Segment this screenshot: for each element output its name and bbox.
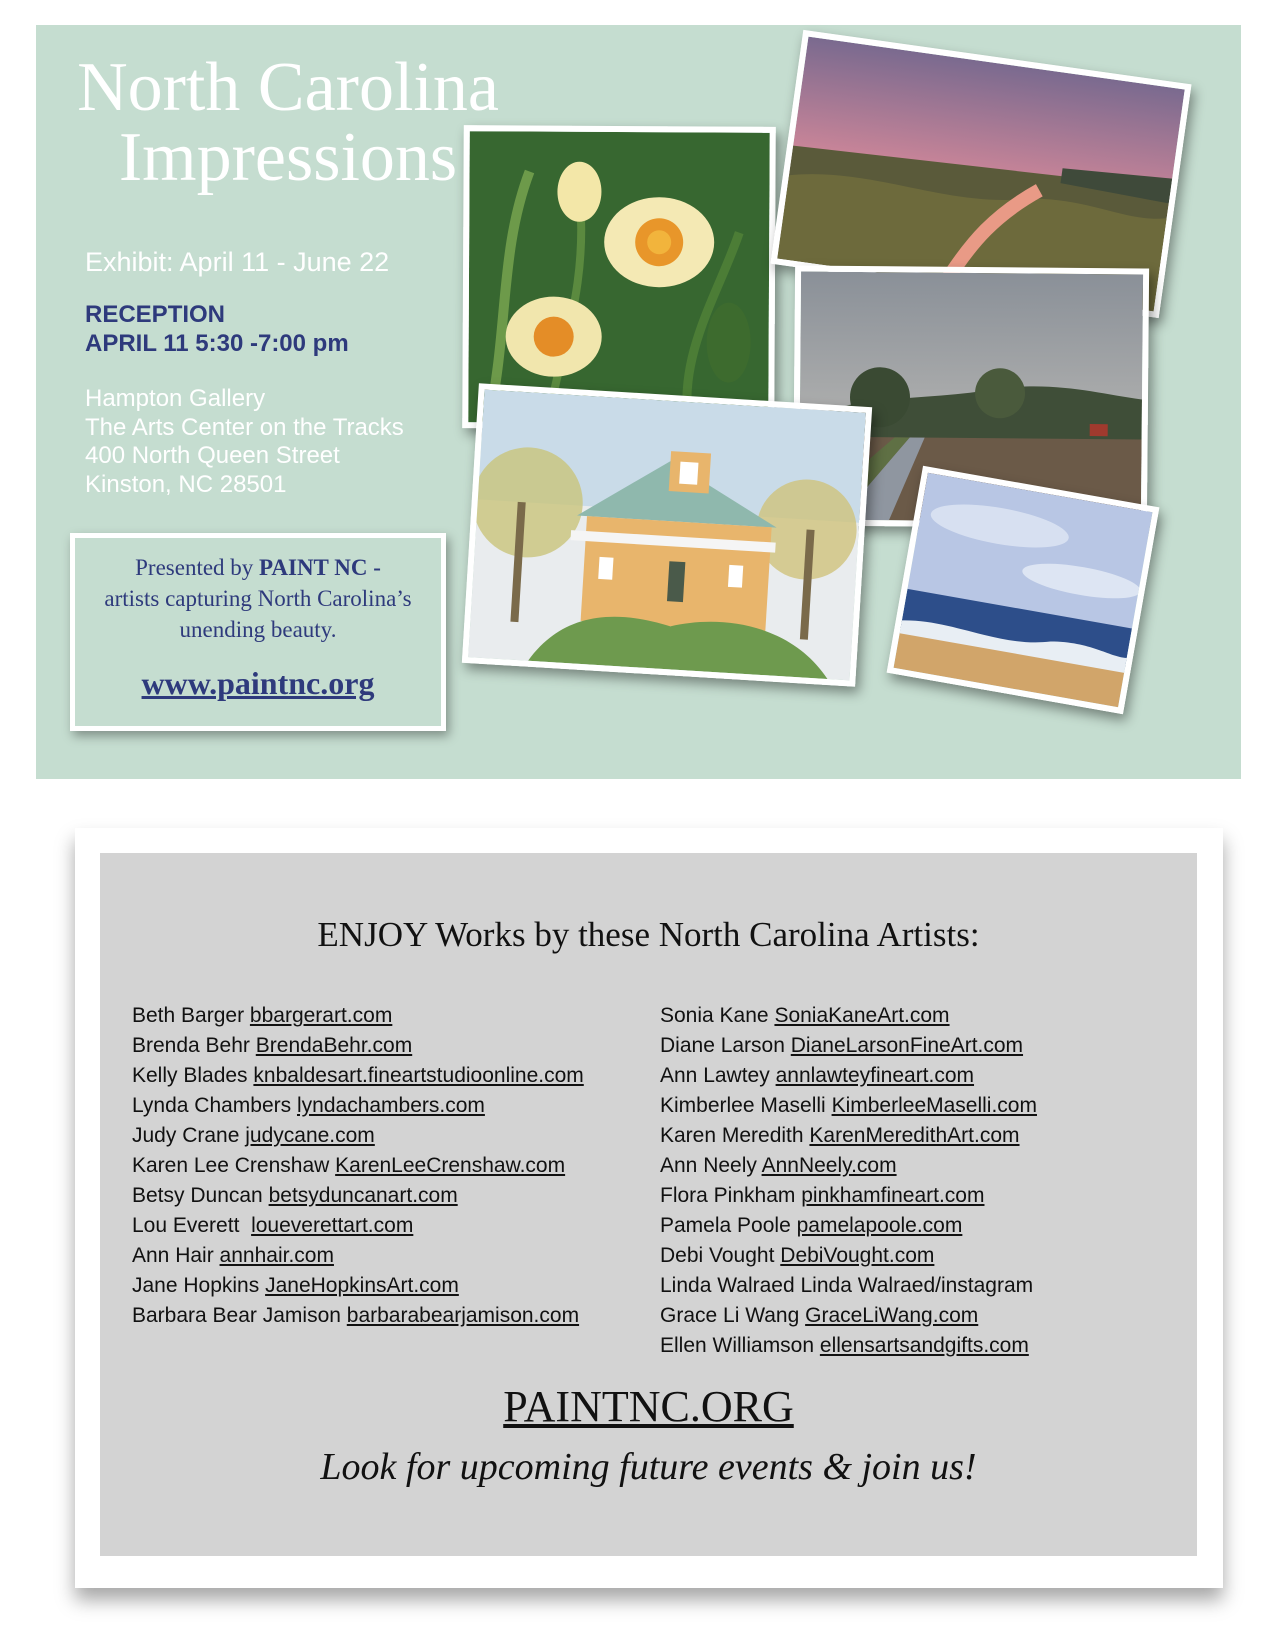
list-item xyxy=(660,1271,1037,1301)
artist-website-link[interactable]: annlawteyfineart.com xyxy=(775,1064,975,1087)
page-title xyxy=(58,49,518,196)
artist-website-link[interactable]: pinkhamfineart.com xyxy=(801,1184,985,1207)
artist-name: Judy Crane xyxy=(132,1124,240,1147)
list-item xyxy=(660,1001,1037,1031)
artist-name: Barbara Bear Jamison xyxy=(132,1304,341,1327)
artist-name: Sonia Kane xyxy=(660,1004,769,1027)
venue-line: Hampton Gallery xyxy=(85,385,266,412)
artist-name: Ann Lawtey xyxy=(660,1064,770,1087)
artist-name: Kimberlee Maselli xyxy=(660,1094,826,1117)
list-item xyxy=(132,1091,584,1121)
list-item xyxy=(660,1211,1037,1241)
artist-name: Grace Li Wang xyxy=(660,1304,800,1327)
website-link[interactable]: www.paintnc.org xyxy=(141,665,375,701)
list-item xyxy=(660,1241,1037,1271)
artist-website-link[interactable]: JaneHopkinsArt.com xyxy=(265,1274,459,1297)
list-item xyxy=(660,1331,1037,1361)
list-item xyxy=(132,1061,584,1091)
artists-heading: ENJOY Works by these North Carolina Artists: xyxy=(317,915,980,954)
list-item xyxy=(132,1121,584,1151)
list-item xyxy=(132,1241,584,1271)
list-item xyxy=(660,1061,1037,1091)
artist-website-link[interactable]: SoniaKaneArt.com xyxy=(774,1004,950,1027)
artist-name: Brenda Behr xyxy=(132,1034,250,1057)
presented-text xyxy=(75,552,441,645)
reception-time: APRIL 11 5:30 -7:00 pm xyxy=(85,330,349,357)
artist-name: Debi Vought xyxy=(660,1244,775,1267)
artist-name: Jane Hopkins xyxy=(132,1274,260,1297)
list-item xyxy=(132,1211,584,1241)
presented-line-2: artists capturing North Carolina’s xyxy=(104,586,412,611)
artist-website-link[interactable]: judycane.com xyxy=(245,1124,375,1147)
list-item xyxy=(132,1301,584,1331)
paintnc-link[interactable]: PAINTNC.ORG xyxy=(503,1382,794,1431)
artist-name: Lou Everett xyxy=(132,1214,240,1237)
presented-line-3: unending beauty. xyxy=(179,617,337,642)
list-item xyxy=(660,1031,1037,1061)
artist-website-link[interactable]: ellensartsandgifts.com xyxy=(819,1334,1029,1357)
artist-social-text: Linda Walraed/instagram xyxy=(800,1274,1034,1297)
artist-name: Ellen Williamson xyxy=(660,1334,815,1357)
venue-address xyxy=(85,385,404,499)
list-item xyxy=(132,1271,584,1301)
artist-website-link[interactable]: annhair.com xyxy=(219,1244,334,1267)
artist-website-link[interactable]: DianeLarsonFineArt.com xyxy=(790,1034,1024,1057)
reception-label: RECEPTION xyxy=(85,301,226,328)
presented-by-box xyxy=(70,533,446,731)
artist-website-link[interactable]: KimberleeMaselli.com xyxy=(831,1094,1037,1117)
list-item xyxy=(132,1181,584,1211)
title-line-2: Impressions xyxy=(118,119,458,196)
artist-name: Lynda Chambers xyxy=(132,1094,292,1117)
artist-website-link[interactable]: loueverettart.com xyxy=(251,1214,414,1237)
artists-left-column xyxy=(132,1001,584,1331)
artist-website-link[interactable]: GraceLiWang.com xyxy=(805,1304,979,1327)
list-item xyxy=(132,1031,584,1061)
venue-line: Kinston, NC 28501 xyxy=(85,470,287,498)
artist-name: Kelly Blades xyxy=(132,1064,248,1087)
artist-website-link[interactable]: bbargerart.com xyxy=(249,1004,393,1027)
list-item xyxy=(660,1301,1037,1331)
artists-panel xyxy=(100,853,1197,1556)
venue-line: 400 North Queen Street xyxy=(85,442,340,469)
artist-website-link[interactable]: KarenMeredithArt.com xyxy=(809,1124,1020,1147)
artist-name: Karen Meredith xyxy=(660,1124,804,1147)
presented-org: PAINT NC - xyxy=(259,555,381,580)
exhibit-dates: Exhibit: April 11 - June 22 xyxy=(85,247,390,277)
artist-website-link[interactable]: knbaldesart.fineartstudioonline.com xyxy=(253,1064,584,1087)
list-item xyxy=(660,1151,1037,1181)
artist-website-link[interactable]: betsyduncanart.com xyxy=(268,1184,458,1207)
artist-name: Diane Larson xyxy=(660,1034,785,1057)
tagline: Look for upcoming future events & join us! xyxy=(320,1446,977,1488)
list-item xyxy=(660,1121,1037,1151)
artist-website-link[interactable]: barbarabearjamison.com xyxy=(346,1304,580,1327)
artist-website-link[interactable]: lyndachambers.com xyxy=(296,1094,485,1117)
artist-website-link[interactable]: pamelapoole.com xyxy=(796,1214,963,1237)
title-line-1: North Carolina xyxy=(77,49,499,126)
artist-website-link[interactable]: BrendaBehr.com xyxy=(255,1034,413,1057)
presented-line-1 xyxy=(75,552,441,583)
artists-right-column xyxy=(660,1001,1037,1361)
artist-name: Ann Neely xyxy=(660,1154,757,1177)
yellow-house-painting xyxy=(462,383,872,687)
artist-website-link[interactable]: KarenLeeCrenshaw.com xyxy=(335,1154,566,1177)
ocean-beach-painting xyxy=(887,466,1160,714)
artist-website-link[interactable]: DebiVought.com xyxy=(780,1244,935,1267)
artist-name: Karen Lee Crenshaw xyxy=(132,1154,330,1177)
artist-name: Linda Walraed xyxy=(660,1274,795,1297)
list-item xyxy=(660,1181,1037,1211)
artist-name: Ann Hair xyxy=(132,1244,214,1267)
reception-info xyxy=(85,300,349,358)
artist-name: Beth Barger xyxy=(132,1004,245,1027)
presented-prefix: Presented by xyxy=(135,555,260,580)
artist-name: Flora Pinkham xyxy=(660,1184,796,1207)
venue-line: The Arts Center on the Tracks xyxy=(85,413,404,441)
artist-website-link[interactable]: AnnNeely.com xyxy=(761,1154,897,1177)
list-item xyxy=(132,1151,584,1181)
artist-name: Pamela Poole xyxy=(660,1214,791,1237)
list-item xyxy=(660,1091,1037,1121)
artist-name: Betsy Duncan xyxy=(132,1184,263,1207)
list-item xyxy=(132,1001,584,1031)
artists-card xyxy=(75,828,1223,1588)
